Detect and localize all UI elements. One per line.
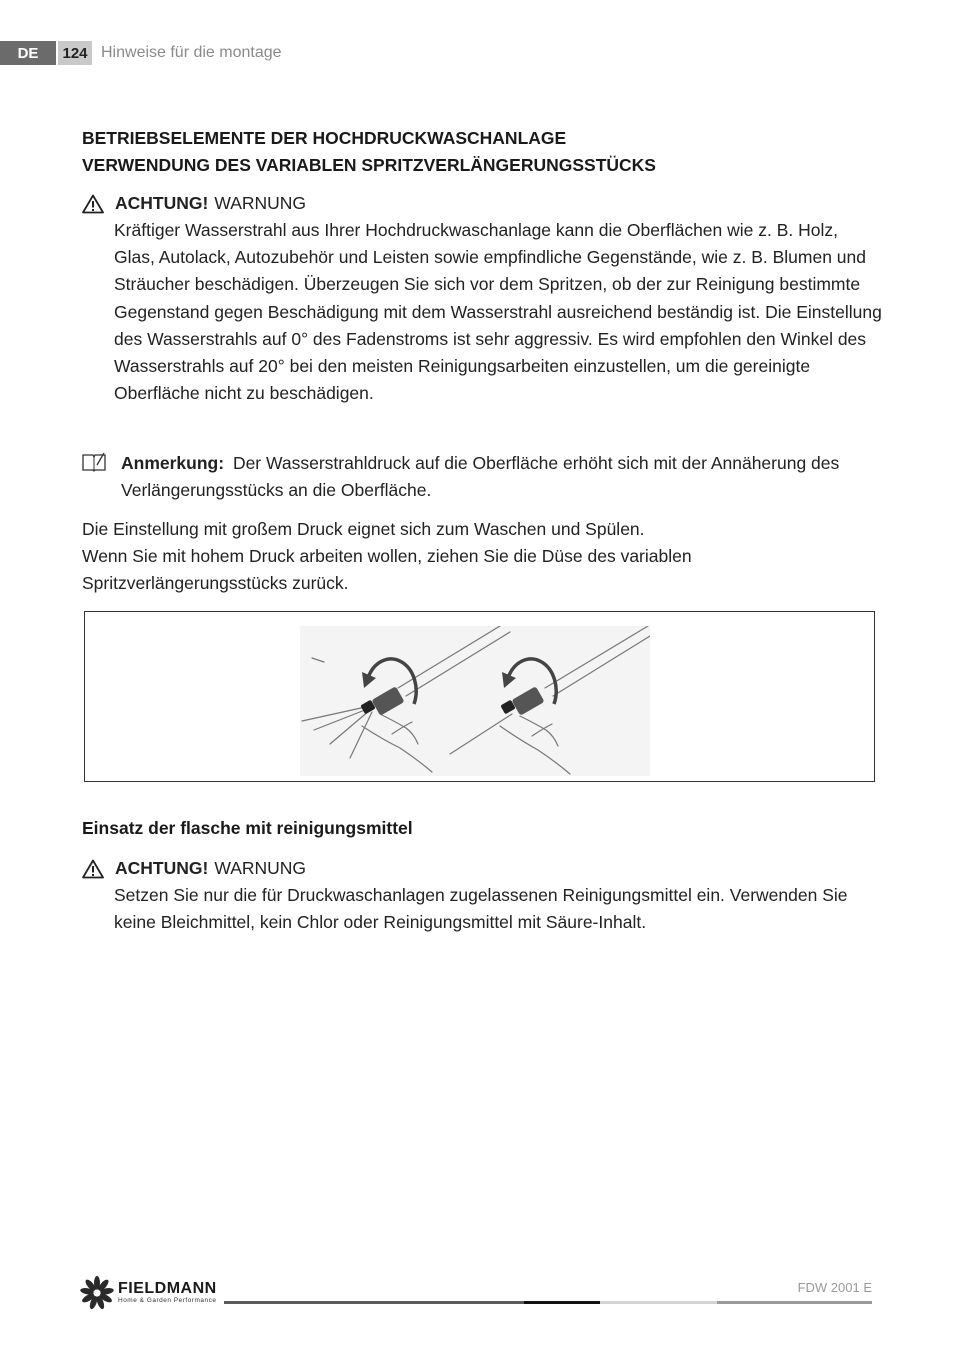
warning-text: Kräftiger Wasserstrahl aus Ihrer Hochdruckwaschanlage kann die Oberflächen wie z. B. Holz, Glas, Autolack, Autozubehör und Leisten sowie empfindliche Gegenstände, wie z. B. Blumen und Sträucher beschädigen. Überzeugen Sie sich vor dem Spritzen, ob der zur Reinigung bestimmte Gegenstand gegen Beschädigung mit dem Wasserstrahl ausreichend beständig ist. Die Einstellung des Wasserstrahls auf 0° des Fadenstroms ist sehr aggressiv. Es wird empfohlen den Winkel des Wasserstrahls auf 20° bei den meisten Reinigungsarbeiten einzustellen, um die gereinigte Oberfläche nicht zu beschädigen. bbox=[114, 220, 882, 404]
footer-rule-segment-4 bbox=[717, 1301, 872, 1304]
brand-name: FIELDMANN bbox=[118, 1280, 217, 1297]
illustration-frame bbox=[84, 611, 875, 782]
warning-text-2: Setzen Sie nur die für Druckwaschanlagen zugelassenen Reinigungsmittel ein. Verwenden Sie keine Bleichmittel, kein Chlor oder Reinigungsmittel mit Säure-Inhalt. bbox=[114, 885, 848, 933]
note-content bbox=[121, 450, 882, 504]
note-book-icon bbox=[82, 452, 106, 472]
language-badge: DE bbox=[0, 41, 56, 65]
fieldmann-flower-icon bbox=[80, 1276, 114, 1310]
warning-triangle-icon bbox=[82, 859, 104, 879]
page-header bbox=[0, 41, 282, 65]
warning-block-1 bbox=[82, 190, 882, 407]
section-heading bbox=[82, 125, 656, 179]
warning-label-2: ACHTUNG! bbox=[115, 857, 209, 878]
footer-rule-segment-2 bbox=[524, 1301, 600, 1304]
section-2-heading: Einsatz der flasche mit reinigungsmittel bbox=[82, 818, 413, 838]
note-label: Anmerkung: bbox=[121, 453, 225, 473]
nozzle-adjustment-illustration bbox=[300, 626, 650, 776]
nozzle-illustration-image bbox=[300, 626, 650, 776]
warning-sublabel-2: WARNUNG bbox=[214, 857, 307, 878]
brand-text bbox=[118, 1281, 217, 1305]
section-heading-line-2: VERWENDUNG DES VARIABLEN SPRITZVERLÄNGERUNGSSTÜCKS bbox=[82, 155, 656, 175]
footer-rule-segment-3 bbox=[600, 1301, 717, 1304]
warning-header bbox=[82, 190, 882, 217]
paragraph-line-2: Wenn Sie mit hohem Druck arbeiten wollen, ziehen Sie die Düse des variablen bbox=[82, 546, 692, 567]
note-block bbox=[82, 450, 882, 504]
footer-rule-segment-1 bbox=[224, 1301, 524, 1304]
paragraph-line-1: Die Einstellung mit großem Druck eignet sich zum Waschen und Spülen. bbox=[82, 519, 645, 539]
warning-label: ACHTUNG! bbox=[115, 192, 209, 213]
brand-tagline: Home & Garden Performance bbox=[118, 1297, 217, 1304]
section-heading-line-1: BETRIEBSELEMENTE DER HOCHDRUCKWASCHANLAGE bbox=[82, 128, 567, 148]
brand-logo bbox=[80, 1276, 217, 1310]
note-text: Der Wasserstrahldruck auf die Oberfläche erhöht sich mit der Annäherung des Verlängerungsstücks an die Oberfläche. bbox=[121, 453, 840, 501]
model-number: FDW 2001 E bbox=[797, 1280, 872, 1295]
page-number: 124 bbox=[58, 41, 92, 65]
header-title: Hinweise für die montage bbox=[101, 44, 282, 61]
warning-header-2 bbox=[82, 855, 882, 882]
paragraph-line-3: Spritzverlängerungsstücks zurück. bbox=[82, 573, 349, 594]
warning-block-2 bbox=[82, 855, 882, 936]
warning-triangle-icon bbox=[82, 194, 104, 214]
body-paragraph bbox=[82, 516, 882, 598]
warning-sublabel: WARNUNG bbox=[214, 192, 307, 213]
